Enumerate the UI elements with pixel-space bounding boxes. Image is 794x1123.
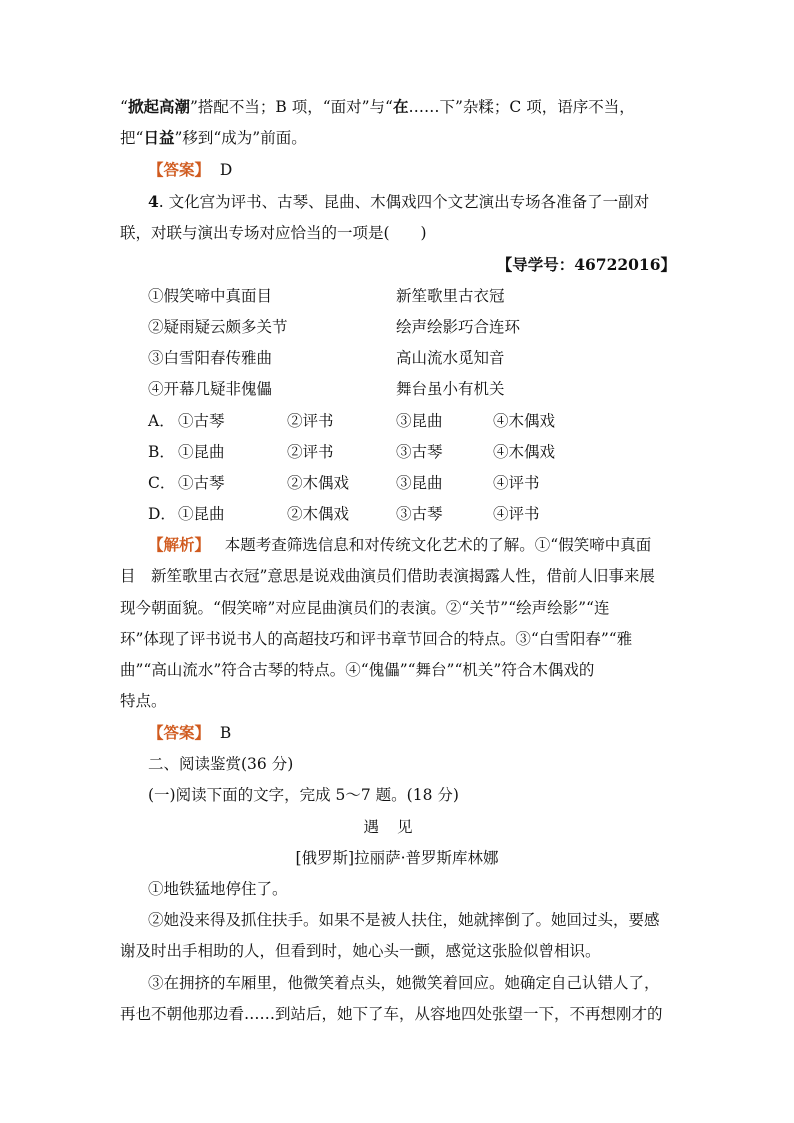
analysis-line-5: 曲”“高山流水”符合古琴的特点。④“傀儡”“舞台”“机关”符合木偶戏的: [120, 661, 595, 679]
couplet-2-left: ②疑雨疑云颇多关节: [148, 318, 288, 336]
couplet-1-left: ①假笑啼中真面目: [148, 287, 273, 305]
question-4-line-2: 联，对联与演出专场对应恰当的一项是( ): [120, 224, 427, 242]
couplet-1-right: 新笙歌里古衣冠: [396, 287, 505, 305]
couplet-4-right: 舞台虽小有机关: [396, 380, 505, 398]
document-page: “掀起高潮”搭配不当；B 项，“面对”与“在……下”杂糅；C 项，语序不当， 把“日益”移到“成为”前面。 【答案】 D 4. 文化宫为评书、古琴、昆曲、木偶戏四个文艺演出专场各准备了一副对 联，对联与演出专场对应恰当的一项是( ) 【导学号：46722016】 ①假笑啼中真面目 新笙歌里古衣冠 ②疑雨疑云颇多关节 绘声绘影巧合连环 ③白雪阳春传雅曲 高山流水觅知音 ④开幕几疑非傀儡 舞台虽小有机关 A． ①古琴 ②评书 ③昆曲 ④木偶戏 B． ①昆曲 ②评书 ③古琴 ④木偶戏 C． ①古琴 ②木偶戏 ③昆曲 ④评书 D． ①昆曲 ②木偶戏 ③古琴 ④评书 【解析】 本题考查筛选信息和对传统文化艺术的了解。①“假笑啼中真面 目 新笙歌里古衣冠”意思是说戏曲演员们借助表演揭露人性，借前人旧事来展 现今朝面貌。“假笑啼”对应昆曲演员们的表演。②“关节”“绘声绘影”“连 环”体现了评书说书人的高超技巧和评书章节回合的特点。③“白雪阳春”“雅 曲”“高山流水”符合古琴的特点。④“傀儡”“舞台”“机关”符合木偶戏的 特点。 【答案】 B 二、阅读鉴赏(36 分) (一)阅读下面的文字，完成 5～7 题。(18 分) 遇见 [俄罗斯]拉丽萨·普罗斯库林娜 ①地铁猛地停住了。 ②她没来得及抓住扶手。如果不是被人扶住，她就摔倒了。她回过头，要感 谢及时出手相助的人，但看到时，她心头一颤，感觉这张脸似曾相识。 ③在拥挤的车厢里，他微笑着点头，她微笑着回应。她确定自己认错人了， 再也不朝他那边看……到站后，她下了车，从容地四处张望一下，不再想刚才的: [0, 0, 794, 1123]
analysis-line-2: 目 新笙歌里古衣冠”意思是说戏曲演员们借助表演揭露人性，借前人旧事来展: [120, 567, 655, 585]
answer-value: D: [219, 161, 233, 179]
analysis-line-1: 【解析】 本题考查筛选信息和对传统文化艺术的了解。①“假笑啼中真面: [148, 535, 652, 554]
prev-explanation-line-2: 把“日益”移到“成为”前面。: [120, 128, 307, 147]
section-subheading: (一)阅读下面的文字，完成 5～7 题。(18 分): [148, 786, 459, 804]
article-title: 遇见: [363, 818, 431, 836]
answer-3: [148, 160, 704, 180]
couplet-4-left: ④开幕几疑非傀儡: [148, 380, 273, 398]
analysis-line-6: 特点。: [120, 692, 167, 710]
analysis-tag: 【解析】: [148, 535, 211, 554]
paragraph-1: ①地铁猛地停住了。: [148, 880, 288, 898]
article-author: [俄罗斯]拉丽萨·普罗斯库林娜: [295, 849, 499, 867]
answer-tag: 【答案】: [148, 723, 211, 742]
answer-4: [148, 723, 704, 743]
paragraph-2-line-2: 谢及时出手相助的人，但看到时，她心头一颤，感觉这张脸似曾相识。: [120, 942, 601, 960]
guide-number: 【导学号：46722016】: [496, 255, 676, 274]
paragraph-2-line-1: ②她没来得及抓住扶手。如果不是被人扶住，她就摔倒了。她回过头，要感: [148, 911, 660, 929]
paragraph-3-line-2: 再也不朝他那边看……到站后，她下了车，从容地四处张望一下，不再想刚才的: [120, 1005, 663, 1023]
analysis-line-3: 现今朝面貌。“假笑啼”对应昆曲演员们的表演。②“关节”“绘声绘影”“连: [120, 599, 610, 617]
prev-explanation-line-1: “掀起高潮”搭配不当；B 项，“面对”与“在……下”杂糅；C 项，语序不当，: [120, 97, 635, 116]
question-4-line-1: 4. 文化宫为评书、古琴、昆曲、木偶戏四个文艺演出专场各准备了一副对: [148, 192, 650, 211]
couplet-2-right: 绘声绘影巧合连环: [396, 318, 521, 336]
paragraph-3-line-1: ③在拥挤的车厢里，他微笑着点头，她微笑着回应。她确定自己认错人了，: [148, 974, 660, 992]
analysis-line-4: 环”体现了评书说书人的高超技巧和评书章节回合的特点。③“白雪阳春”“雅: [120, 630, 633, 648]
couplet-3-left: ③白雪阳春传雅曲: [148, 349, 273, 367]
answer-tag: 【答案】: [148, 160, 211, 179]
section-heading: 二、阅读鉴赏(36 分): [148, 755, 294, 773]
question-number: 4: [148, 192, 159, 211]
couplet-3-right: 高山流水觅知音: [396, 349, 505, 367]
answer-value: B: [219, 724, 232, 742]
